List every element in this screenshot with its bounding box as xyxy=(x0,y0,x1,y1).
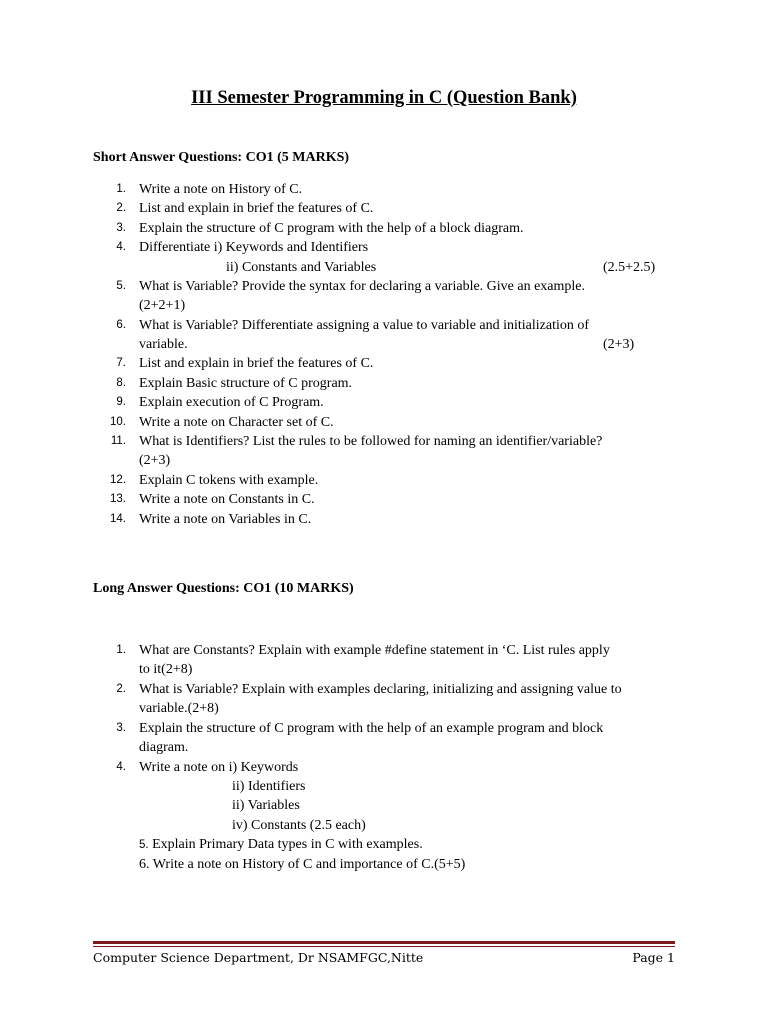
question-subpart: ii) Constants and Variables xyxy=(226,260,377,275)
item-number: 3. xyxy=(116,722,126,734)
question-text: Write a note on Variables in C. xyxy=(139,512,312,527)
question-continuation: diagram. xyxy=(139,740,189,755)
question-continuation: variable.(2+8) xyxy=(139,701,219,716)
question-text: What are Constants? Explain with example #define statement in ‘C. List rules apply xyxy=(139,643,610,658)
question-subpart: iv) Constants (2.5 each) xyxy=(232,818,366,833)
item-number: 13. xyxy=(110,493,126,505)
long-answer-heading: Long Answer Questions: CO1 (10 MARKS) xyxy=(93,581,354,596)
item-number: 8. xyxy=(116,377,126,389)
item-number: 4. xyxy=(116,761,126,773)
question-text: Explain the structure of C program with the help of an example program and block xyxy=(139,721,604,736)
question-text: Write a note on History of C. xyxy=(139,182,303,197)
item-number: 12. xyxy=(110,474,126,486)
item-number: 11. xyxy=(110,435,126,447)
question-text: What is Variable? Provide the syntax for declaring a variable. Give an example. xyxy=(139,279,586,294)
item-number: 5. xyxy=(139,839,149,851)
item-number: 6. xyxy=(116,319,126,331)
question-text: Explain the structure of C program with the help of a block diagram. xyxy=(139,221,524,236)
question-text: Explain Primary Data types in C with examples. xyxy=(152,837,423,852)
question-text: What is Variable? Explain with examples declaring, initializing and assigning value to xyxy=(139,682,622,697)
question-continuation: variable. xyxy=(139,337,188,352)
item-number: 9. xyxy=(116,396,126,408)
question-text: List and explain in brief the features of C. xyxy=(139,201,374,216)
marks-label: (2+3) xyxy=(603,337,635,352)
question-continuation: (2+3) xyxy=(139,453,171,468)
question-text: Differentiate i) Keywords and Identifiers xyxy=(139,240,369,255)
item-number: 2. xyxy=(116,202,126,214)
item-number: 7. xyxy=(116,357,126,369)
item-number: 1. xyxy=(116,183,126,195)
item-number: 2. xyxy=(116,683,126,695)
question-text: What is Identifiers? List the rules to be followed for naming an identifier/variable? xyxy=(139,434,603,449)
question-text: Write a note on Character set of C. xyxy=(139,415,334,430)
question-text: What is Variable? Differentiate assigning a value to variable and initialization of xyxy=(139,318,590,333)
question-text: List and explain in brief the features of C. xyxy=(139,356,374,371)
marks-label: (2.5+2.5) xyxy=(603,260,656,275)
item-number: 10. xyxy=(110,416,126,428)
question-continuation: (2+2+1) xyxy=(139,298,186,313)
question-text: Explain Basic structure of C program. xyxy=(139,376,353,391)
question-subpart: ii) Variables xyxy=(232,798,300,813)
short-answer-heading: Short Answer Questions: CO1 (5 MARKS) xyxy=(93,150,350,165)
question-text: Explain C tokens with example. xyxy=(139,473,319,488)
question-continuation: to it(2+8) xyxy=(139,662,193,677)
question-line xyxy=(139,836,423,854)
footer-rule-thin xyxy=(93,946,675,947)
question-text: Write a note on Constants in C. xyxy=(139,492,315,507)
item-number: 1. xyxy=(116,644,126,656)
question-text: Explain execution of C Program. xyxy=(139,395,324,410)
item-number: 4. xyxy=(116,241,126,253)
item-number: 5. xyxy=(116,280,126,292)
page-number: Page 1 xyxy=(632,950,675,965)
item-number: 6. xyxy=(139,857,150,872)
item-number: 14. xyxy=(110,513,126,525)
question-text: Write a note on i) Keywords xyxy=(139,760,299,775)
footer-rule xyxy=(93,941,675,944)
question-subpart: ii) Identifiers xyxy=(232,779,306,794)
question-text: Write a note on History of C and importance of C.(5+5) xyxy=(152,857,466,872)
item-number: 3. xyxy=(116,222,126,234)
page-title: III Semester Programming in C (Question Bank) xyxy=(191,88,577,108)
footer-department: Computer Science Department, Dr NSAMFGC,Nitte xyxy=(93,950,424,965)
question-line xyxy=(139,856,465,873)
